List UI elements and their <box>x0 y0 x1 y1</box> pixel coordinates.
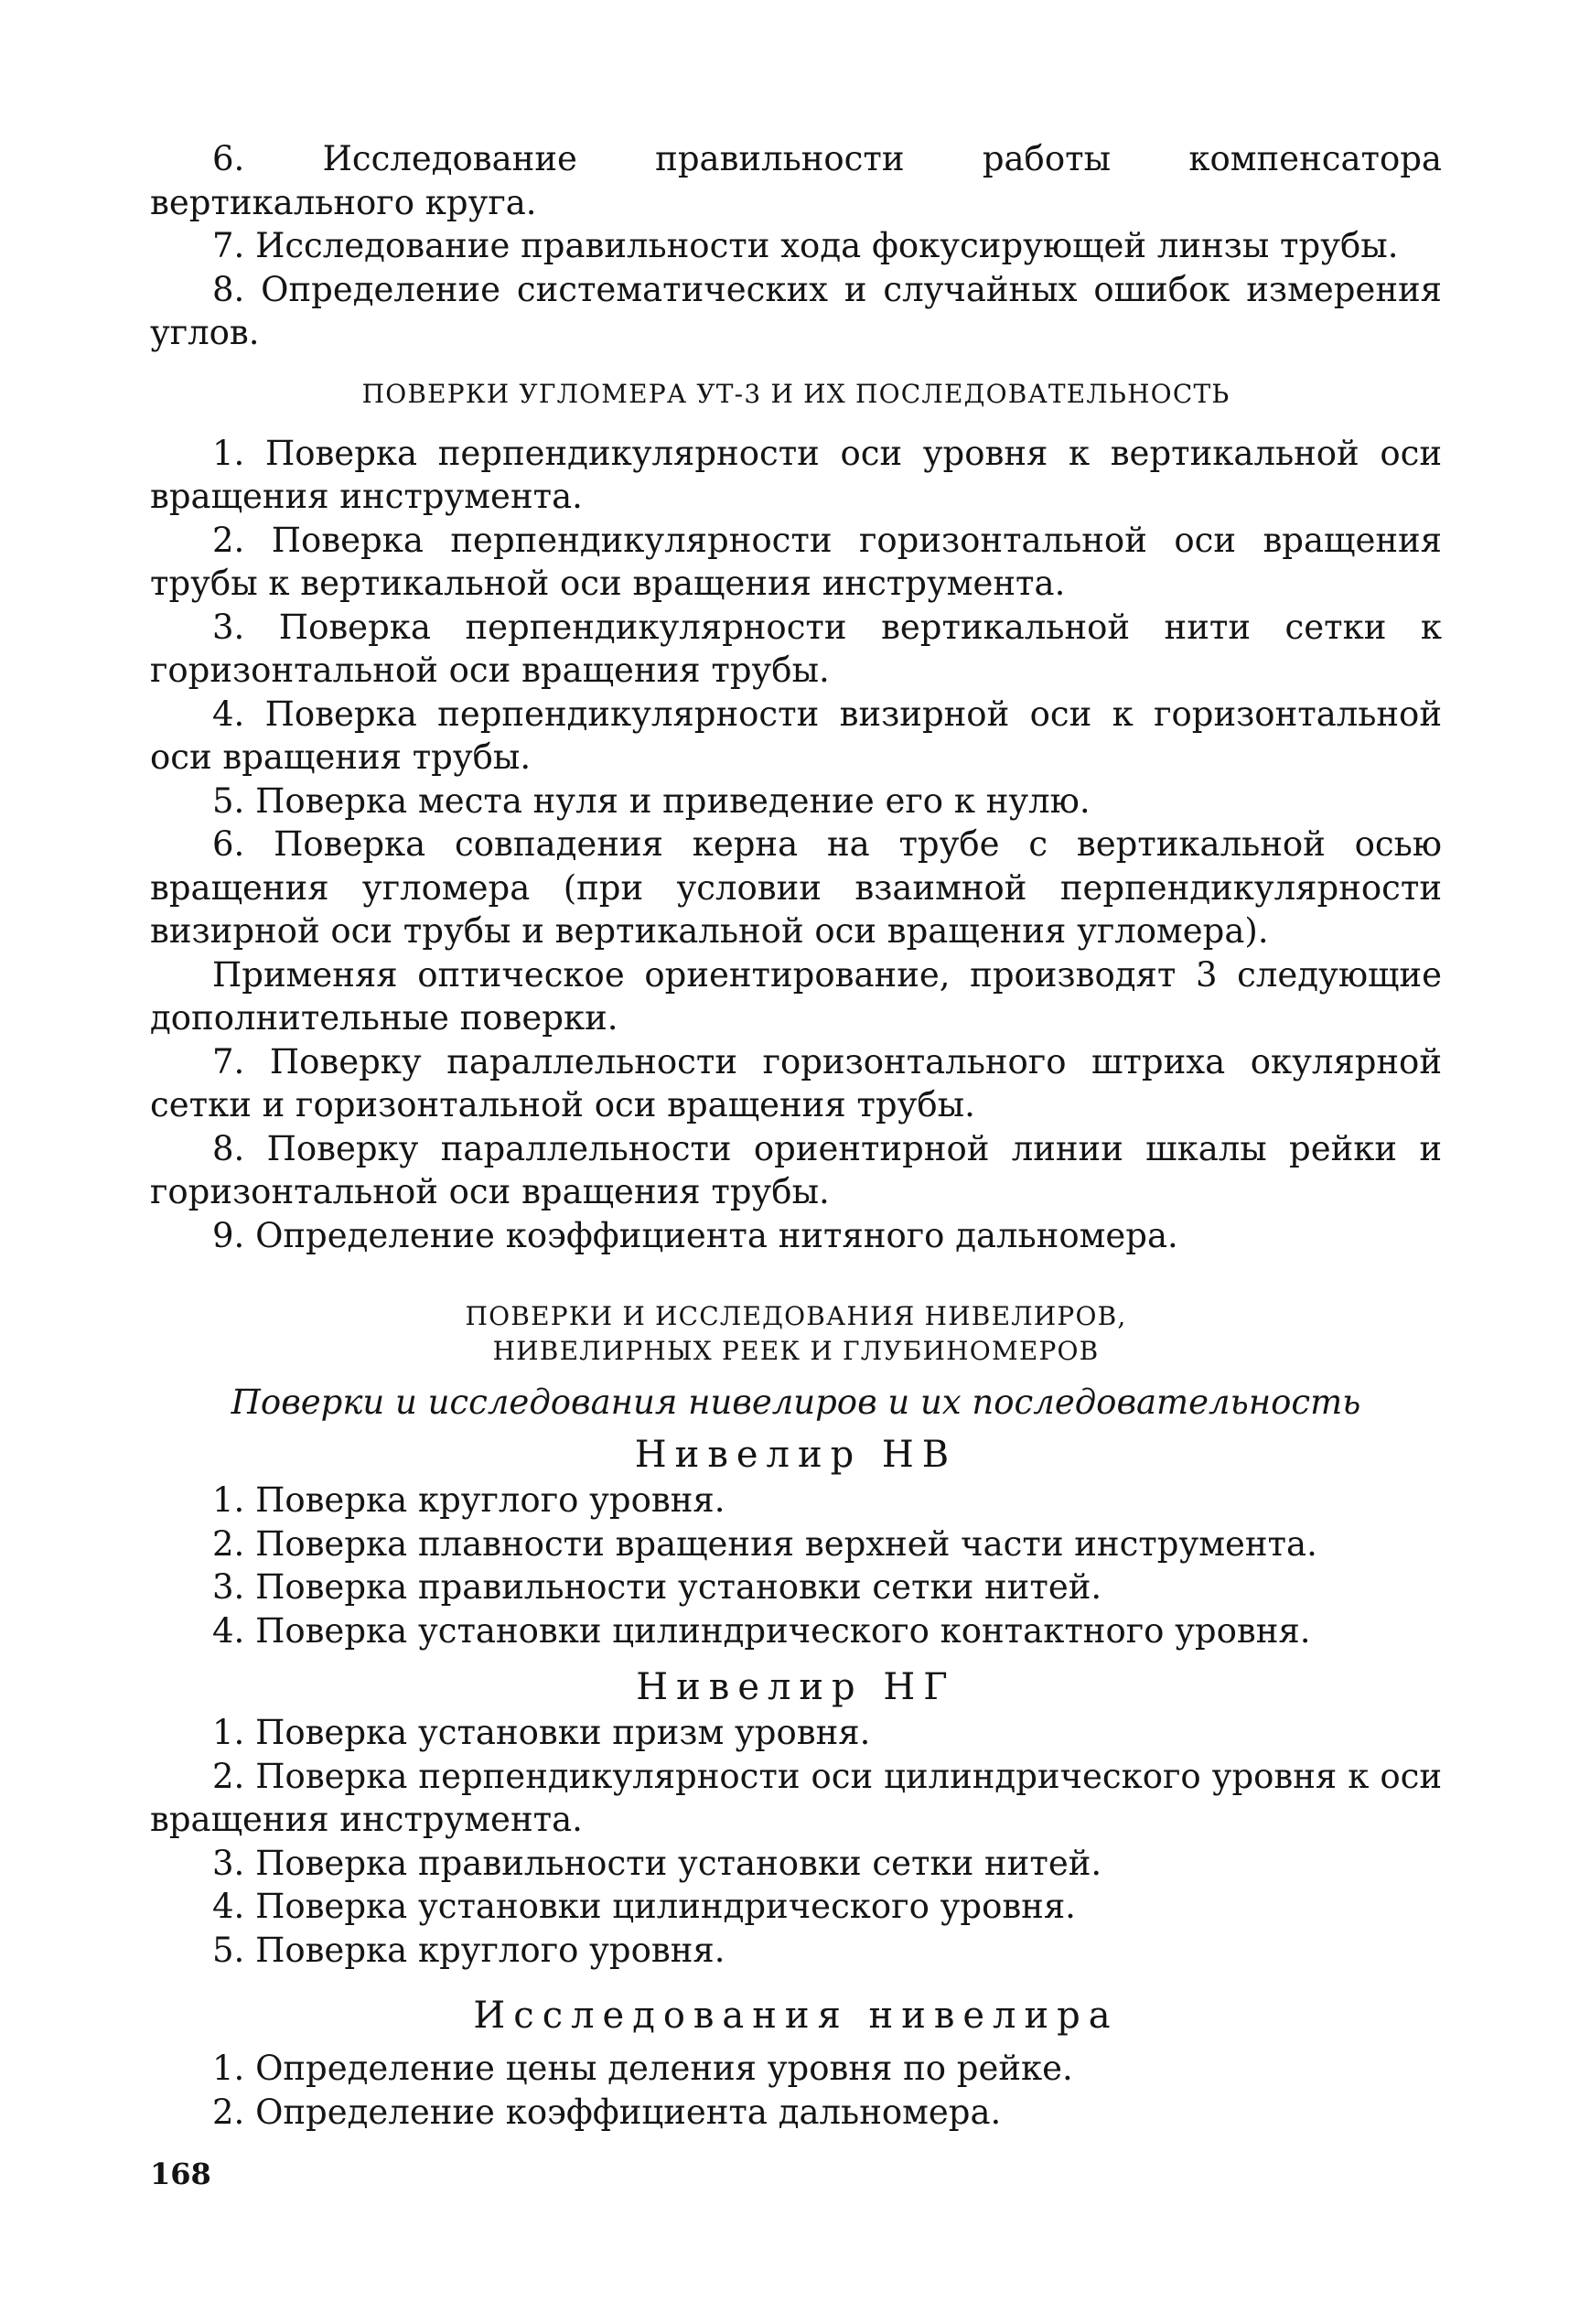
list-item: 7. Поверку параллельности горизонтального штриха окулярной сетки и горизонтальной оси вращения трубы. <box>150 1041 1442 1124</box>
subsection-title-research: Исследования нивелира <box>473 1995 1119 2037</box>
list-item: 8. Поверку параллельности ориентирной линии шкалы рейки и горизонтальной оси вращения трубы. <box>150 1128 1442 1211</box>
list-item: 7. Исследование правильности хода фокусирующей линзы трубы. <box>212 226 1399 265</box>
research-list <box>150 2047 1442 2134</box>
list-item: 4. Поверка установки цилиндрического контактного уровня. <box>212 1610 1311 1651</box>
page-content <box>150 137 1442 2134</box>
subtitle-italic: Поверки и исследования нивелиров и их последовательность <box>231 1383 1361 1422</box>
list-item: 2. Поверка плавности вращения верхней части инструмента. <box>212 1523 1317 1564</box>
paragraph-note: Применяя оптическое ориентирование, производят 3 следующие дополнительные поверки. <box>150 954 1442 1038</box>
ng-list <box>150 1711 1442 1972</box>
subsection-title-nv: Нивелир НВ <box>634 1434 958 1476</box>
list-item: 6. Исследование правильности работы компенсатора вертикального круга. <box>150 139 1442 222</box>
list-item: 3. Поверка правильности установки сетки нитей. <box>212 1843 1102 1883</box>
section-heading-levels-line1: ПОВЕРКИ И ИССЛЕДОВАНИЯ НИВЕЛИРОВ, <box>465 1301 1127 1331</box>
list-item: 2. Поверка перпендикулярности горизонтальной оси вращения трубы к вертикальной оси вращения инструмента. <box>150 520 1442 603</box>
list-item: 9. Определение коэффициента нитяного дальномера. <box>212 1215 1178 1255</box>
intro-list <box>150 137 1442 355</box>
list-item: 3. Поверка правильности установки сетки нитей. <box>212 1567 1102 1607</box>
page-number: 168 <box>150 2157 211 2191</box>
list-item: 1. Поверка перпендикулярности оси уровня к вертикальной оси вращения инструмента. <box>150 433 1442 516</box>
list-item: 3. Поверка перпендикулярности вертикальной нити сетки к горизонтальной оси вращения трубы. <box>150 607 1442 690</box>
list-item: 4. Поверка установки цилиндрического уровня. <box>212 1887 1076 1926</box>
list-item: 1. Определение цены деления уровня по рейке. <box>212 2049 1073 2088</box>
list-item: 8. Определение систематических и случайных ошибок измерения углов. <box>150 269 1442 352</box>
list-item: 5. Поверка круглого уровня. <box>212 1930 725 1970</box>
nv-list <box>150 1479 1442 1652</box>
section-heading-ut3: ПОВЕРКИ УГЛОМЕРА УТ-3 И ИХ ПОСЛЕДОВАТЕЛЬНОСТЬ <box>361 378 1230 409</box>
list-item: 6. Поверка совпадения керна на трубе с вертикальной осью вращения угломера (при условии взаимной перпендикулярности визирной оси трубы и вертикальной оси вращения угломера). <box>150 824 1442 951</box>
list-item: 2. Определение коэффициента дальномера. <box>212 2092 1002 2132</box>
ut3-list <box>150 432 1442 1258</box>
list-item: 5. Поверка места нуля и приведение его к нулю. <box>212 780 1091 821</box>
list-item: 4. Поверка перпендикулярности визирной оси к горизонтальной оси вращения трубы. <box>150 694 1442 777</box>
section-heading-levels-line2: НИВЕЛИРНЫХ РЕЕК И ГЛУБИНОМЕРОВ <box>492 1336 1100 1366</box>
list-item: 1. Поверка круглого уровня. <box>212 1480 725 1520</box>
list-item: 2. Поверка перпендикулярности оси цилиндрического уровня к оси вращения инструмента. <box>150 1756 1442 1839</box>
subsection-title-ng: Нивелир НГ <box>636 1666 956 1708</box>
list-item: 1. Поверка установки призм уровня. <box>212 1713 871 1752</box>
